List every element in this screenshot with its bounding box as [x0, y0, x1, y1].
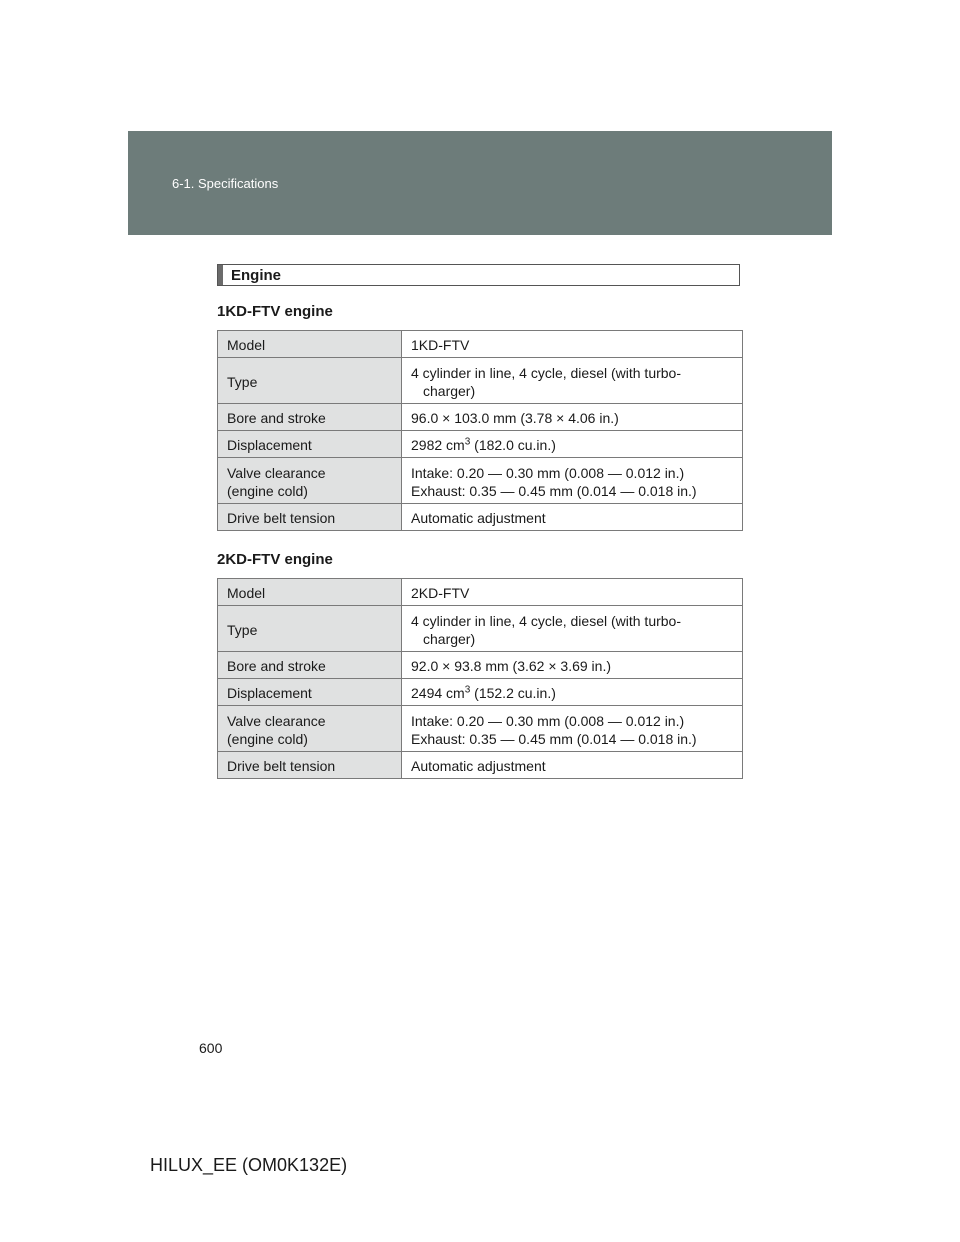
displacement-value: 2982 cm	[411, 437, 465, 453]
engine-1-title: 1KD-FTV engine	[217, 303, 333, 320]
spec-value: 96.0 × 103.0 mm (3.78 × 4.06 in.)	[402, 404, 743, 431]
displacement-imperial: (152.2 cu.in.)	[470, 685, 556, 701]
spec-label	[218, 458, 402, 504]
table-row	[218, 679, 743, 706]
spec-label: Drive belt tension	[218, 752, 402, 779]
spec-value: 1KD-FTV	[402, 331, 743, 358]
spec-label: Bore and stroke	[218, 652, 402, 679]
spec-value-line: Intake: 0.20 — 0.30 mm (0.008 — 0.012 in.)	[411, 713, 685, 729]
spec-label: Displacement	[218, 679, 402, 706]
table-row	[218, 404, 743, 431]
spec-value-line: Exhaust: 0.35 — 0.45 mm (0.014 — 0.018 in.)	[411, 483, 697, 499]
spec-value-line: 4 cylinder in line, 4 cycle, diesel (with turbo-	[411, 365, 682, 381]
table-row	[218, 606, 743, 652]
table-row	[218, 331, 743, 358]
spec-label-line: (engine cold)	[227, 483, 308, 499]
spec-label-line: (engine cold)	[227, 731, 308, 747]
spec-value: Automatic adjustment	[402, 504, 743, 531]
table-row	[218, 752, 743, 779]
spec-value	[402, 431, 743, 458]
table-row	[218, 504, 743, 531]
engine-2-spec-table	[217, 578, 743, 779]
displacement-superscript: 3	[464, 684, 471, 696]
spec-value: 2KD-FTV	[402, 579, 743, 606]
spec-label: Drive belt tension	[218, 504, 402, 531]
section-heading	[217, 264, 740, 286]
table-row	[218, 706, 743, 752]
table-row	[218, 579, 743, 606]
spec-label: Model	[218, 331, 402, 358]
spec-label-line: Valve clearance	[227, 713, 326, 729]
footer-document-id: HILUX_EE (OM0K132E)	[150, 1155, 348, 1175]
spec-value-line: 4 cylinder in line, 4 cycle, diesel (with turbo-	[411, 613, 682, 629]
spec-label: Type	[218, 358, 402, 404]
table-row	[218, 652, 743, 679]
spec-value-line: charger)	[423, 383, 476, 399]
spec-label-line: Valve clearance	[227, 465, 326, 481]
engine-1-spec-table	[217, 330, 743, 531]
spec-value: 92.0 × 93.8 mm (3.62 × 3.69 in.)	[402, 652, 743, 679]
page-number: 600	[199, 1040, 223, 1056]
spec-label: Displacement	[218, 431, 402, 458]
spec-label: Bore and stroke	[218, 404, 402, 431]
spec-value	[402, 679, 743, 706]
table-row	[218, 431, 743, 458]
table-row	[218, 458, 743, 504]
spec-label: Type	[218, 606, 402, 652]
spec-value	[402, 358, 743, 404]
spec-value	[402, 706, 743, 752]
table-row	[218, 358, 743, 404]
section-heading-label: Engine	[231, 267, 282, 284]
spec-label	[218, 706, 402, 752]
spec-value-line: Exhaust: 0.35 — 0.45 mm (0.014 — 0.018 in.)	[411, 731, 697, 747]
spec-label: Model	[218, 579, 402, 606]
engine-2-title: 2KD-FTV engine	[217, 551, 333, 568]
spec-value	[402, 458, 743, 504]
displacement-imperial: (182.0 cu.in.)	[470, 437, 556, 453]
spec-value-line: charger)	[423, 631, 476, 647]
spec-value: Automatic adjustment	[402, 752, 743, 779]
spec-value-line: Intake: 0.20 — 0.30 mm (0.008 — 0.012 in.)	[411, 465, 685, 481]
displacement-superscript: 3	[464, 436, 471, 448]
header-section-title: 6-1. Specifications	[172, 176, 279, 191]
spec-value	[402, 606, 743, 652]
section-heading-bar	[218, 265, 223, 285]
displacement-value: 2494 cm	[411, 685, 465, 701]
